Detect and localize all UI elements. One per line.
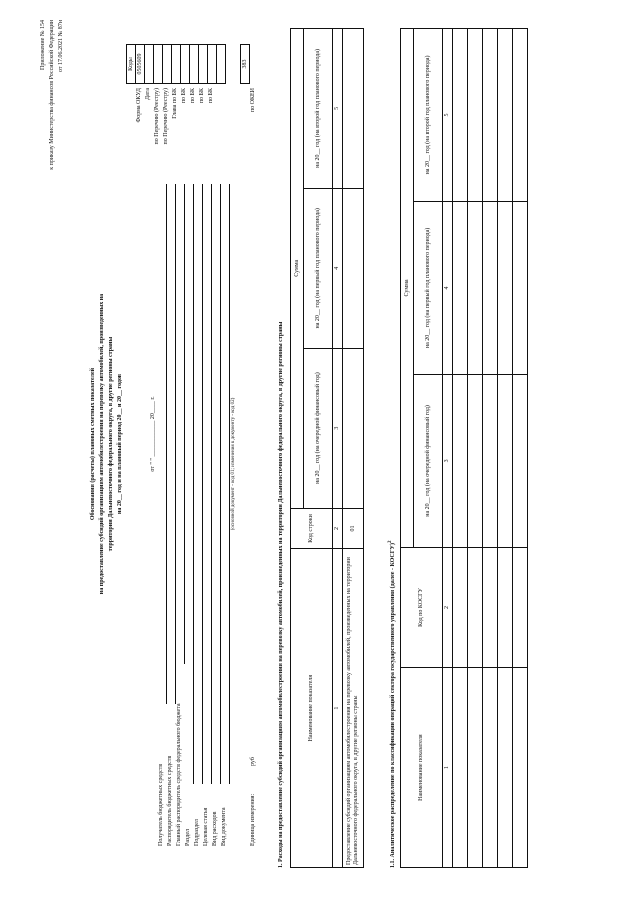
s11-h-y2: на 20__ год (на первый год планового периода) bbox=[414, 201, 443, 374]
fill-line-vr bbox=[220, 184, 221, 784]
s11-empty-row-2-c5 bbox=[468, 29, 483, 202]
s1-h-y3: на 20__ год (на второй год планового периода) bbox=[304, 29, 333, 189]
s11-empty-row-4-c2 bbox=[498, 547, 513, 667]
date-value bbox=[145, 45, 154, 84]
appendix-line-2: к приказу Министерства финансов Российской Федерации bbox=[49, 20, 55, 170]
s11-h-y3: на 20__ год (на второй год планового периода) bbox=[414, 29, 443, 202]
s11-empty-row-5-c1 bbox=[513, 668, 528, 868]
fill-line-main-manager bbox=[184, 184, 185, 664]
section11-title bbox=[388, 541, 397, 868]
fill-line-cs bbox=[211, 184, 212, 784]
s11-n4: 4 bbox=[443, 201, 453, 374]
fill-line-podrazdel bbox=[202, 184, 203, 784]
unit-label: Единица измерения: bbox=[250, 793, 256, 846]
s11-empty-row-1-c2 bbox=[453, 547, 468, 667]
s11-n2: 2 bbox=[443, 547, 453, 667]
s11-empty-row-1-c5 bbox=[453, 29, 468, 202]
s11-n5: 5 bbox=[443, 29, 453, 202]
unit-value: руб bbox=[250, 757, 256, 766]
s11-empty-row-4-c4 bbox=[498, 201, 513, 374]
fill-line-doc bbox=[229, 184, 230, 784]
section11-title-text: 1.1. Аналитическое распределение по классификации операций сектора государственного управления (далее - КОСГУ) bbox=[390, 543, 396, 868]
s1-n1: 1 bbox=[333, 549, 343, 868]
cs-label: по БК bbox=[199, 88, 205, 104]
field-main-manager: Главный распорядитель средств федерального бюджета bbox=[176, 703, 182, 846]
s11-h-sum: Сумма bbox=[401, 29, 414, 548]
s11-empty-row-3-c1 bbox=[483, 668, 498, 868]
s11-empty-row-3-c4 bbox=[483, 201, 498, 374]
razdel-label: по БК bbox=[181, 88, 187, 104]
s11-empty-row-4-c1 bbox=[498, 668, 513, 868]
field-doc-hint: (основной документ - код 01; изменения к документу - код 02) bbox=[231, 397, 236, 531]
field-recipient: Получатель бюджетных средств bbox=[158, 763, 164, 846]
s11-empty-row-3-c5 bbox=[483, 29, 498, 202]
field-razdel: Раздел bbox=[185, 829, 191, 846]
s1-h-y2: на 20__ год (на первый год планового периода) bbox=[304, 188, 333, 348]
s1-row-code: 01 bbox=[343, 508, 364, 549]
title-line-4: на 20__ год и на плановый период 20__ и 20__ годов bbox=[117, 373, 123, 515]
s1-h-sum: Сумма bbox=[291, 29, 304, 509]
glava-label: Глава по БК bbox=[172, 88, 178, 119]
appendix-line-3: от 17.06.2021 № 87н bbox=[58, 20, 64, 72]
section1-title: 1. Расходы на предоставление субсидий организациям автомобилестроения на перевозку автомобилей, произведенных на территории Дальневосточного федерального округа, в другие регионы страны bbox=[278, 321, 284, 868]
s11-empty-row-5-c2 bbox=[513, 547, 528, 667]
s1-n5: 5 bbox=[333, 29, 343, 189]
s11-empty-row-5-c5 bbox=[513, 29, 528, 202]
s1-row-name: Предоставление субсидий организациям автомобилестроения на перевозку автомобилей, произведенных на территории Дальневосточного федерального округа, в другие регионы страны bbox=[343, 549, 364, 868]
okud-value: 0505609 bbox=[136, 45, 145, 84]
perechen2-label: по Перечню (Реестру) bbox=[163, 88, 169, 145]
title-line-1: Обоснования (расчеты) плановых сметных показателей bbox=[90, 367, 96, 521]
s1-h-code: Код строки bbox=[291, 508, 333, 549]
okei-label: по ОКЕИ bbox=[250, 88, 256, 113]
codes-header: Коды bbox=[127, 45, 136, 84]
s11-h-name: Наименование показателя bbox=[401, 668, 443, 868]
razdel-value bbox=[181, 45, 190, 84]
field-podrazdel: Подраздел bbox=[194, 819, 200, 846]
fill-line-recipient bbox=[166, 184, 167, 704]
codes-spacer bbox=[226, 45, 241, 84]
section11-title-sup: 2 bbox=[388, 540, 393, 544]
s11-empty-row-2-c1 bbox=[468, 668, 483, 868]
s1-h-y1: на 20__ год (на очередной финансовый год) bbox=[304, 348, 333, 508]
okei-value: 383 bbox=[241, 45, 250, 84]
s11-empty-row-2-c4 bbox=[468, 201, 483, 374]
s1-n2: 2 bbox=[333, 508, 343, 549]
s11-empty-row-2-c2 bbox=[468, 547, 483, 667]
podrazdel-value bbox=[190, 45, 199, 84]
s11-empty-row-2-c3 bbox=[468, 374, 483, 547]
field-vr: Вид расходов bbox=[212, 811, 218, 846]
s11-empty-row-3-c2 bbox=[483, 547, 498, 667]
title-date-line: от " " ____________ 20____ г. bbox=[150, 396, 156, 472]
s11-empty-row-1-c4 bbox=[453, 201, 468, 374]
perechen2-value bbox=[163, 45, 172, 84]
s1-row-y3 bbox=[343, 29, 364, 189]
s11-h-y1: на 20__ год (на очередной финансовый год) bbox=[414, 374, 443, 547]
s1-h-name: Наименование показателя bbox=[291, 549, 333, 868]
field-doc: Вид документа bbox=[221, 807, 227, 846]
title-line-3: территории Дальневосточного федерального округа, в другие регионы страны bbox=[108, 336, 114, 552]
s1-n3: 3 bbox=[333, 348, 343, 508]
perechen1-label: по Перечню (Реестру) bbox=[154, 88, 160, 145]
fill-line-manager bbox=[175, 184, 176, 704]
fill-line-razdel bbox=[193, 184, 194, 784]
vr-label: по БК bbox=[208, 88, 214, 104]
section11-table bbox=[400, 28, 528, 868]
s11-n1: 1 bbox=[443, 668, 453, 868]
vr-value bbox=[208, 45, 217, 84]
s11-empty-row-4-c5 bbox=[498, 29, 513, 202]
s11-n3: 3 bbox=[443, 374, 453, 547]
doc-value bbox=[217, 45, 226, 84]
codes-table bbox=[126, 44, 250, 84]
s11-empty-row-5-c3 bbox=[513, 374, 528, 547]
field-manager: Распорядитель бюджетных средств bbox=[167, 755, 173, 846]
s11-empty-row-1-c3 bbox=[453, 374, 468, 547]
title-line-2: на предоставление субсидий организациям автомобилестроения на перевозку автомобилей, произведенных на bbox=[99, 293, 105, 595]
podrazdel-label: по БК bbox=[190, 88, 196, 104]
cs-value bbox=[199, 45, 208, 84]
s1-row-y2 bbox=[343, 188, 364, 348]
appendix-line-1: Приложение № 154 bbox=[40, 20, 46, 70]
s11-h-kosgu: Код по КОСГУ bbox=[401, 547, 443, 667]
section1-table bbox=[290, 28, 364, 868]
glava-value bbox=[172, 45, 181, 84]
perechen1-value bbox=[154, 45, 163, 84]
s1-n4: 4 bbox=[333, 188, 343, 348]
s11-empty-row-3-c3 bbox=[483, 374, 498, 547]
s11-empty-row-5-c4 bbox=[513, 201, 528, 374]
okud-label: Форма ОКУД bbox=[136, 88, 142, 123]
date-label: Дата bbox=[145, 88, 151, 100]
s1-row-y1 bbox=[343, 348, 364, 508]
field-cs: Целевая статья bbox=[203, 807, 209, 846]
s11-empty-row-1-c1 bbox=[453, 668, 468, 868]
s11-empty-row-4-c3 bbox=[498, 374, 513, 547]
